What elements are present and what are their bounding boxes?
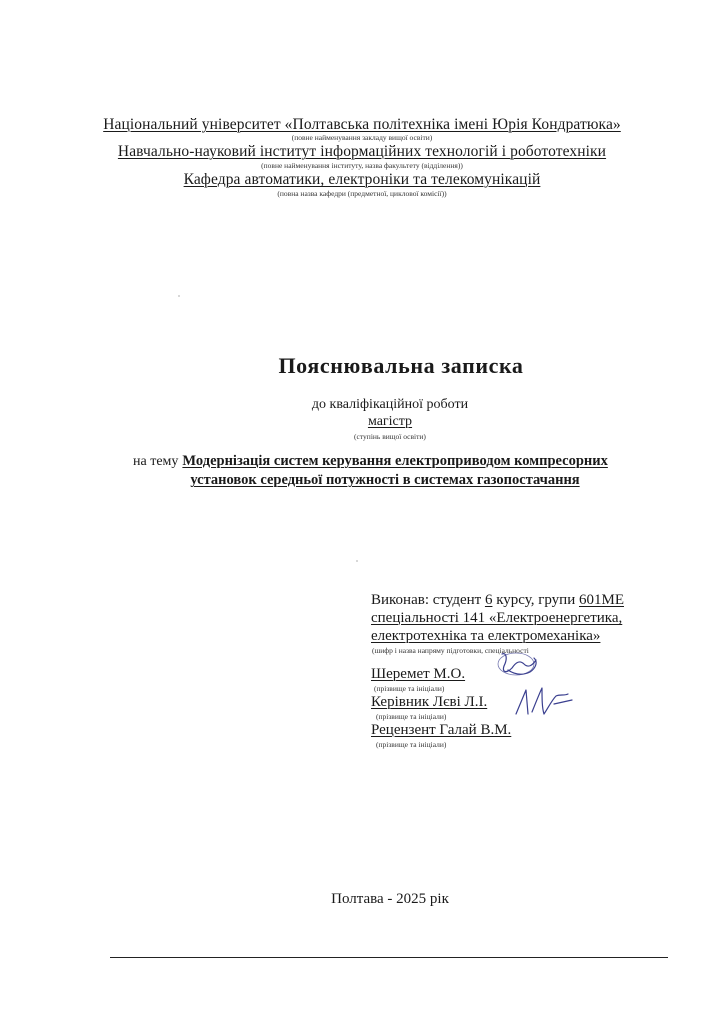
course-number: 6 xyxy=(484,592,493,608)
supervisor-name: Керівник Лєві Л.І. xyxy=(371,694,488,710)
theme-line-1 xyxy=(133,452,608,470)
institute-name: Навчально-науковий інститут інформаційних технологій і робототехніки xyxy=(117,143,607,160)
specialty-caption: (шифр і назва напряму підготовки, спеціальності xyxy=(372,646,529,655)
author-mid: курсу, групи xyxy=(496,592,576,608)
student-signature xyxy=(494,648,542,682)
reviewer-caption: (прізвище та ініціали) xyxy=(376,740,447,749)
title-wrap xyxy=(0,353,724,379)
theme-prefix: на тему xyxy=(133,454,179,469)
reviewer-name: Рецензент Галай В.М. xyxy=(371,722,512,738)
specialty-line-1: спеціальності 141 «Електроенергетика, xyxy=(371,610,623,626)
department-name: Кафедра автоматики, електроніки та телекомунікацій xyxy=(183,171,541,188)
group-name: 601МЕ xyxy=(578,592,624,608)
document-title: Пояснювальна записка xyxy=(278,353,524,378)
university-caption: (повне найменування закладу вищої освіти) xyxy=(291,133,433,142)
degree: магістр xyxy=(367,414,413,429)
supervisor-signature xyxy=(512,684,578,720)
department-caption: (повна назва кафедри (предметної, циклової комісії)) xyxy=(277,189,447,198)
theme-title-line1: Модернізація систем керування електроприводом компресорних xyxy=(182,453,608,469)
university-name: Національний університет «Полтавська політехніка імені Юрія Кондратюка» xyxy=(103,116,621,133)
document-subtitle: до кваліфікаційної роботи xyxy=(311,397,469,412)
institute-caption: (повне найменування інституту, назва факультету (відділення)) xyxy=(261,161,463,170)
student-caption: (прізвище та ініціали) xyxy=(374,684,445,693)
footer-rule xyxy=(110,957,668,958)
degree-caption: (ступінь вищої освіти) xyxy=(354,432,426,441)
author-line-1 xyxy=(371,591,624,609)
theme-title-line2: установок середньої потужності в системах газопостачання xyxy=(190,472,580,488)
city-year: Полтава - 2025 рік xyxy=(331,891,449,907)
supervisor-caption: (прізвище та ініціали) xyxy=(376,712,447,721)
author-prefix: Виконав: студент xyxy=(371,592,482,608)
student-name: Шеремет М.О. xyxy=(371,666,466,682)
specialty-line-2: електротехніка та електромеханіка» xyxy=(371,628,601,644)
scan-speck xyxy=(356,560,358,562)
scan-speck xyxy=(178,295,180,297)
